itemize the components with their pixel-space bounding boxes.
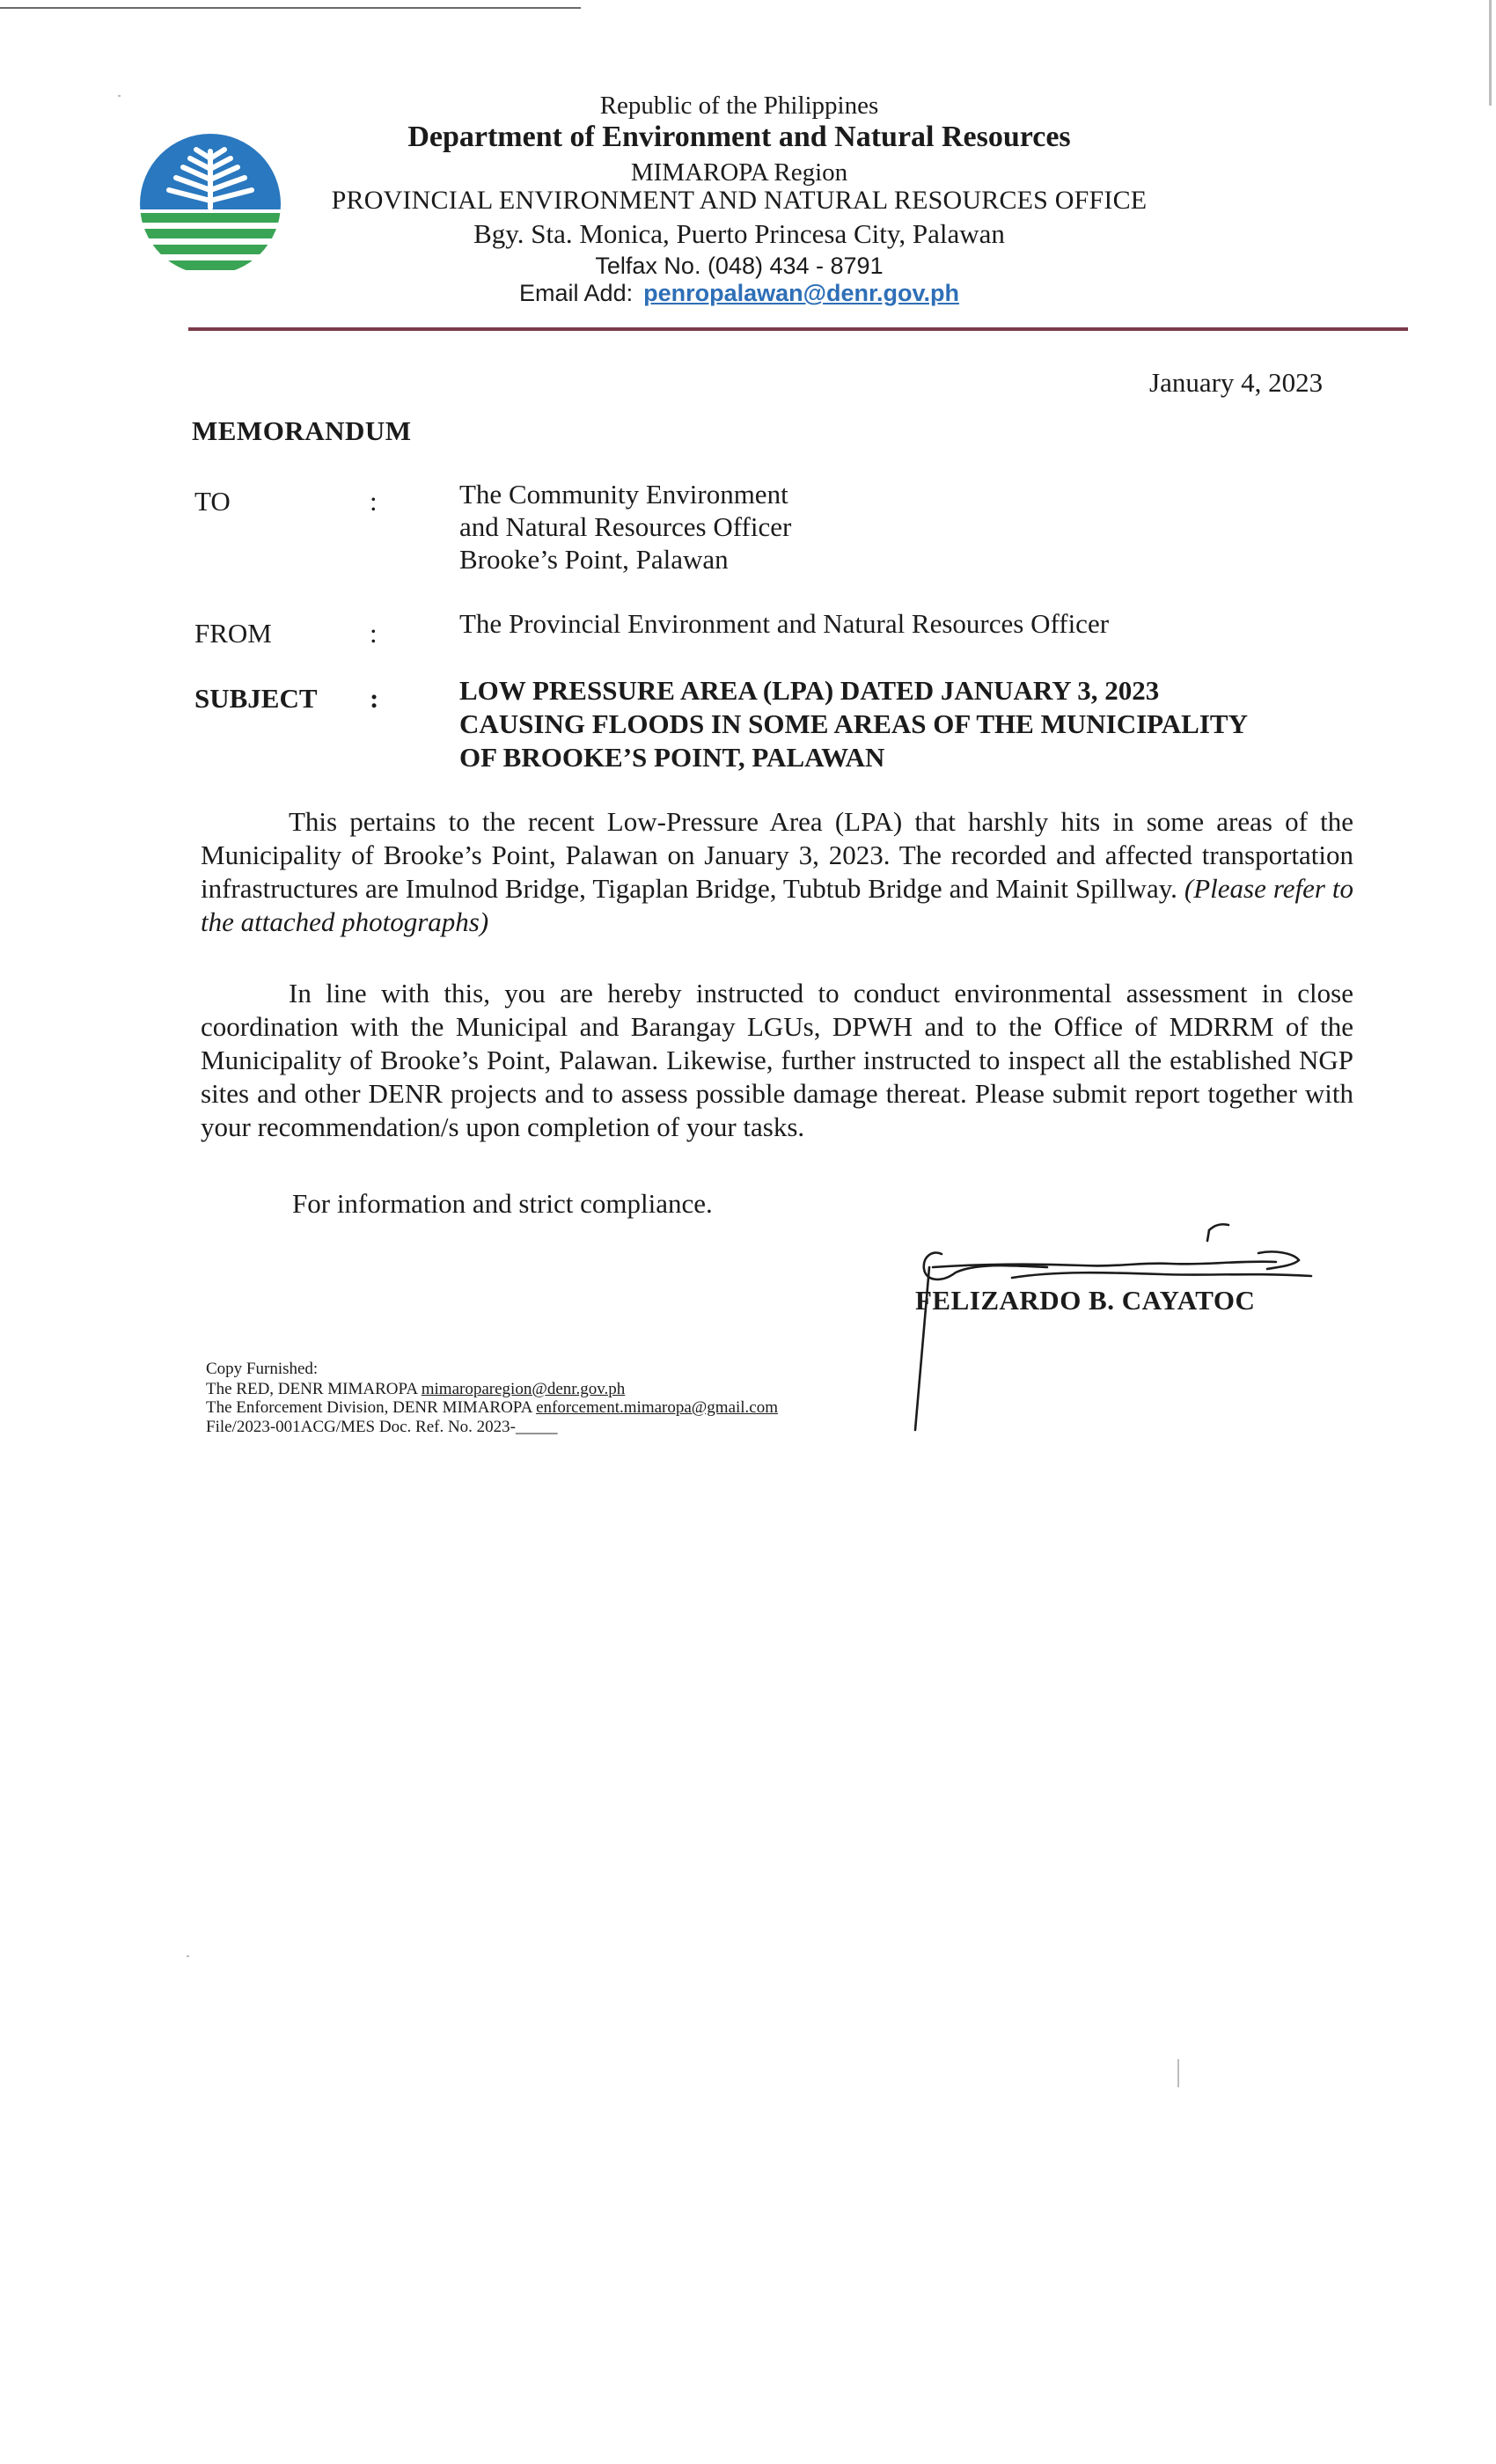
to-recipient — [459, 478, 791, 576]
letterhead-rule — [188, 327, 1408, 331]
to-line: The Community Environment — [459, 479, 788, 510]
letterhead-country: Republic of the Philippines — [599, 92, 879, 120]
closing-line: For information and strict compliance. — [292, 1188, 713, 1219]
to-colon: : — [370, 486, 378, 517]
paragraph-1-note: (Please refer to the attached photographs) — [201, 873, 1353, 937]
letterhead-telfax: Telfax No. (048) 434 - 8791 — [595, 253, 884, 279]
scan-speck — [118, 95, 121, 97]
to-label: TO — [194, 486, 231, 517]
subject-colon: : — [370, 683, 379, 714]
cf-email[interactable]: mimaroparegion@denr.gov.ph — [421, 1380, 626, 1398]
subject-line: LOW PRESSURE AREA (LPA) DATED JANUARY 3, 2023 — [459, 675, 1160, 706]
from-colon: : — [370, 618, 378, 649]
handwritten-signature — [880, 1214, 1355, 1461]
subject-line: OF BROOKE’S POINT, PALAWAN — [459, 742, 885, 773]
letterhead-region: MIMAROPA Region — [630, 158, 848, 187]
memo-date: January 4, 2023 — [1149, 367, 1324, 398]
cf-email[interactable]: enforcement.mimaropa@gmail.com — [536, 1398, 779, 1417]
body-paragraph-1 — [201, 805, 1353, 939]
paragraph-1-text: This pertains to the recent Low-Pressure Area (LPA) that harshly hits in some areas of the Municipality of Brooke’s Point, Palawan on January 3, 2023. The recorded and affected transportation infrastructures are Imulnod Bridge, Tigaplan Bridge, Tubtub Bridge and Mainit Spillway. — [201, 806, 1353, 904]
email-label: Email Add: — [519, 280, 634, 306]
subject-label: SUBJECT — [194, 683, 318, 714]
subject-line: CAUSING FLOODS IN SOME AREAS OF THE MUNICIPALITY — [459, 708, 1248, 739]
letterhead-office: PROVINCIAL ENVIRONMENT AND NATURAL RESOURCES OFFICE — [331, 186, 1148, 215]
memo-title: MEMORANDUM — [192, 415, 412, 446]
email-link[interactable]: penropalawan@denr.gov.ph — [643, 280, 959, 306]
scan-edge-line — [0, 7, 581, 9]
body-paragraph-2: In line with this, you are hereby instructed to conduct environmental assessment in close coordination with the Municipal and Barangay LGUs, DPWH and to the Office of MDRRM of the Municipality of Brooke’s Point, Palawan. Likewise, further instructed to inspect all the established NGP sites and other DENR projects and to assess possible damage thereat. Please submit report together with your recommendation/s upon completion of your tasks. — [201, 978, 1353, 1142]
copy-furnished-item — [206, 1380, 625, 1398]
from-label: FROM — [194, 618, 272, 649]
scan-speck — [1489, 0, 1492, 106]
to-line: Brooke’s Point, Palawan — [459, 544, 729, 575]
signatory-name: FELIZARDO B. CAYATOC — [915, 1285, 1256, 1316]
copy-furnished-heading: Copy Furnished: — [206, 1360, 319, 1378]
letterhead-department: Department of Environment and Natural Resources — [407, 121, 1071, 153]
cf-recipient: The RED, DENR MIMAROPA — [206, 1380, 422, 1398]
scan-speck — [187, 1955, 189, 1957]
from-sender: The Provincial Environment and Natural Resources Officer — [459, 608, 1110, 639]
letterhead-email-row — [290, 280, 1188, 307]
file-reference: File/2023-001ACG/MES Doc. Ref. No. 2023-_____ — [206, 1418, 558, 1436]
to-line: and Natural Resources Officer — [459, 511, 792, 542]
cf-recipient: The Enforcement Division, DENR MIMAROPA — [206, 1398, 537, 1417]
denr-logo-icon — [130, 132, 290, 277]
letterhead-address: Bgy. Sta. Monica, Puerto Princesa City, Palawan — [473, 218, 1005, 249]
copy-furnished-item — [206, 1398, 778, 1417]
subject-text — [459, 674, 1383, 774]
scan-speck — [1177, 2059, 1179, 2087]
